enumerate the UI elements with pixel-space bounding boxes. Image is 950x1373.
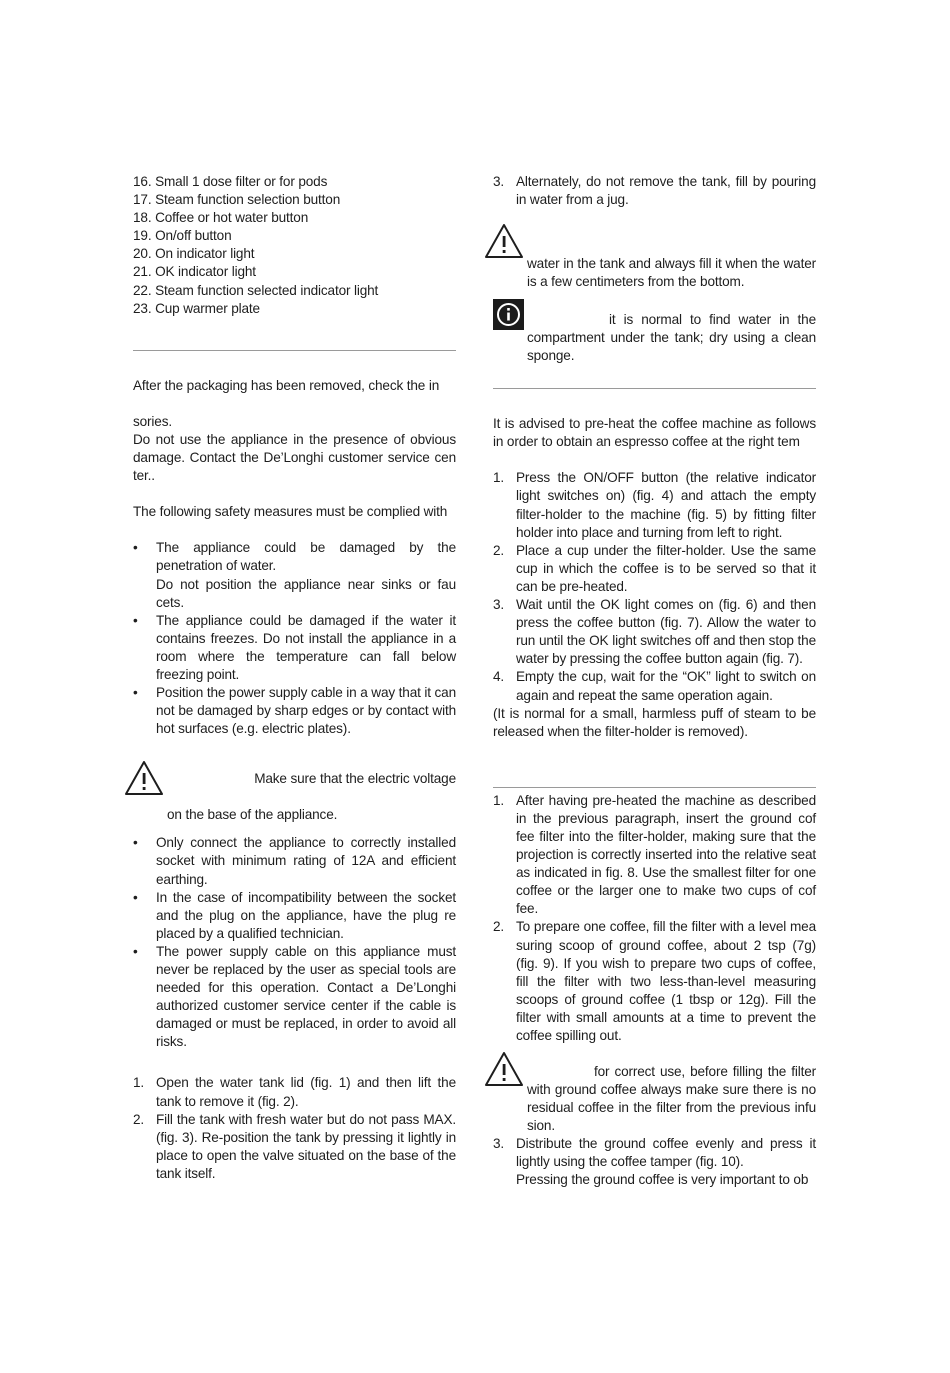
list-item: • The power supply cable on this appliance must never be replaced by the user as special tools are needed for this operation. Contact a De’Longhi authorized customer service center if the cable is damaged or must be replaced, in order to avoid all risks. xyxy=(133,943,456,1050)
tank-steps-continued xyxy=(493,173,816,209)
list-item: 20. On indicator light xyxy=(133,246,255,262)
tank-warning xyxy=(493,227,816,290)
unpack-paragraph: After the packaging has been removed, check the in xyxy=(133,377,440,393)
list-item: 16. Small 1 dose filter or for pods xyxy=(133,174,328,189)
warning-text: on the base of the appliance. xyxy=(167,807,338,823)
info-icon xyxy=(493,299,524,330)
list-item: • The appliance could be damaged if the water it contains freezes. Do not install the appliance in a room where the temperature can fall below freezing point. xyxy=(133,612,456,682)
ground-coffee-steps xyxy=(493,792,816,1045)
list-item: 4. Empty the cup, wait for the “OK” light to switch on again and repeat the same operation again. xyxy=(493,669,816,703)
list-item: 19. On/off button xyxy=(133,228,232,244)
bullet: • xyxy=(133,540,138,556)
list-item: 3. Alternately, do not remove the tank, fill by pouring in water from a jug. xyxy=(493,174,816,208)
filter-warning xyxy=(493,1063,816,1135)
list-item: • Only connect the appliance to correctly installed socket with minimum rating of 12A and efficient earthing. xyxy=(133,835,456,887)
right-column xyxy=(493,173,816,1189)
electrical-warning xyxy=(133,770,456,824)
list-item: • In the case of incompatibility between the socket and the plug on the appliance, have the plug re placed by a qualified technician. xyxy=(133,889,456,941)
warning-triangle-icon xyxy=(484,223,524,259)
bullet: • xyxy=(133,835,138,851)
list-item: • Position the power supply cable in a way that it can not be damaged by sharp edges or by contact with hot surfaces (e.g. electric plates). xyxy=(133,685,456,737)
left-column xyxy=(133,173,456,1183)
list-item: 2. Fill the tank with fresh water but do not pass MAX. (fig. 3). Re-position the tank by pressing it lightly in place to open the valve situated on the base of the tank itself. xyxy=(133,1111,456,1181)
list-item: • The appliance could be damaged by the penetration of water. Do not position the appliance near sinks or fau cets. xyxy=(133,539,456,611)
warning-text: for correct use, before filling the filter with ground coffee always make sure there is no residual coffee in the filter from the previous infu sion. xyxy=(527,1064,816,1134)
list-item: 1. Press the ON/OFF button (the relative indicator light switches on) (fig. 4) and attach the empty filter-holder to the machine (fig. 5) by fitting filter holder into place and turning from left to right. xyxy=(493,470,816,540)
list-item: 21. OK indicator light xyxy=(133,264,256,280)
info-text: it is normal to find water in the compartment under the tank; dry using a clean sponge. xyxy=(527,312,816,364)
unpack-paragraph: sories. xyxy=(133,413,172,429)
preheat-steps xyxy=(493,469,816,704)
list-item-subtext: Do not position the appliance near sinks or fau cets. xyxy=(156,576,456,610)
bullet: • xyxy=(133,612,138,628)
bullet: • xyxy=(133,889,138,905)
list-item: 17. Steam function selection button xyxy=(133,192,341,208)
preheat-note: (It is normal for a small, harmless puff of steam to be released when the filter-holder is removed). xyxy=(493,705,816,739)
list-item: 1. After having pre-heated the machine as described in the previous paragraph, insert the ground cof fee filter into the filter-holder, making sure that the projection is correctly inserted into the relative seat as indicated in fig. 8. Use the smallest filter for one coffee or the larger one to make two cups of cof fee. xyxy=(493,792,816,917)
electrical-list xyxy=(133,834,456,1051)
safety-intro: The following safety measures must be complied with xyxy=(133,504,448,520)
list-item-subtext: Pressing the ground coffee is very important to ob xyxy=(516,1172,809,1188)
tank-steps xyxy=(133,1074,456,1183)
list-item: 23. Cup warmer plate xyxy=(133,300,260,316)
bullet: • xyxy=(133,943,138,959)
list-item: 18. Coffee or hot water button xyxy=(133,210,309,226)
ground-coffee-steps-continued xyxy=(493,1135,816,1189)
list-item: 3. Distribute the ground coffee evenly and press it lightly using the coffee tamper (fig. 10). Pressing the ground coffee is very important to ob xyxy=(493,1135,816,1189)
list-item: 22. Steam function selected indicator light xyxy=(133,282,379,298)
list-item: 1. Open the water tank lid (fig. 1) and then lift the tank to remove it (fig. 2). xyxy=(133,1075,456,1109)
components-list xyxy=(133,173,456,318)
info-note xyxy=(493,299,816,364)
warning-triangle-icon xyxy=(484,1051,524,1087)
list-item: 2. To prepare one coffee, fill the filter with a level mea suring scoop of ground coffee, about 2 tsp (7g) (fig. 9). If you wish to prepare two cups of coffee, fill the filter with two less-than-level measuring scoops of ground coffee (1 tbsp or 12g). Fill the filter with small amounts at a time to prevent the coffee spilling out. xyxy=(493,919,816,1043)
warning-text: water in the tank and always fill it when the water is a few centimeters from the bottom. xyxy=(527,256,816,290)
safety-list xyxy=(133,539,456,738)
bullet: • xyxy=(133,685,138,701)
unpack-paragraph: Do not use the appliance in the presence of obvious damage. Contact the De’Longhi customer service cen ter.. xyxy=(133,431,456,484)
warning-text: Make sure that the electric voltage xyxy=(254,771,456,787)
list-item: 3. Wait until the OK light comes on (fig. 6) and then press the coffee button (fig. 7). Allow the water to run until the OK light switches off and then stop the water by pressing the coffee button again (fig. 7). xyxy=(493,597,816,667)
list-item: 2. Place a cup under the filter-holder. Use the same cup in which the coffee is to be served so that it can be pre-heated. xyxy=(493,542,816,594)
preheat-intro: It is advised to pre-heat the coffee machine as follows in order to obtain an espresso coffee at the right tem xyxy=(493,416,816,450)
warning-triangle-icon xyxy=(124,760,164,796)
